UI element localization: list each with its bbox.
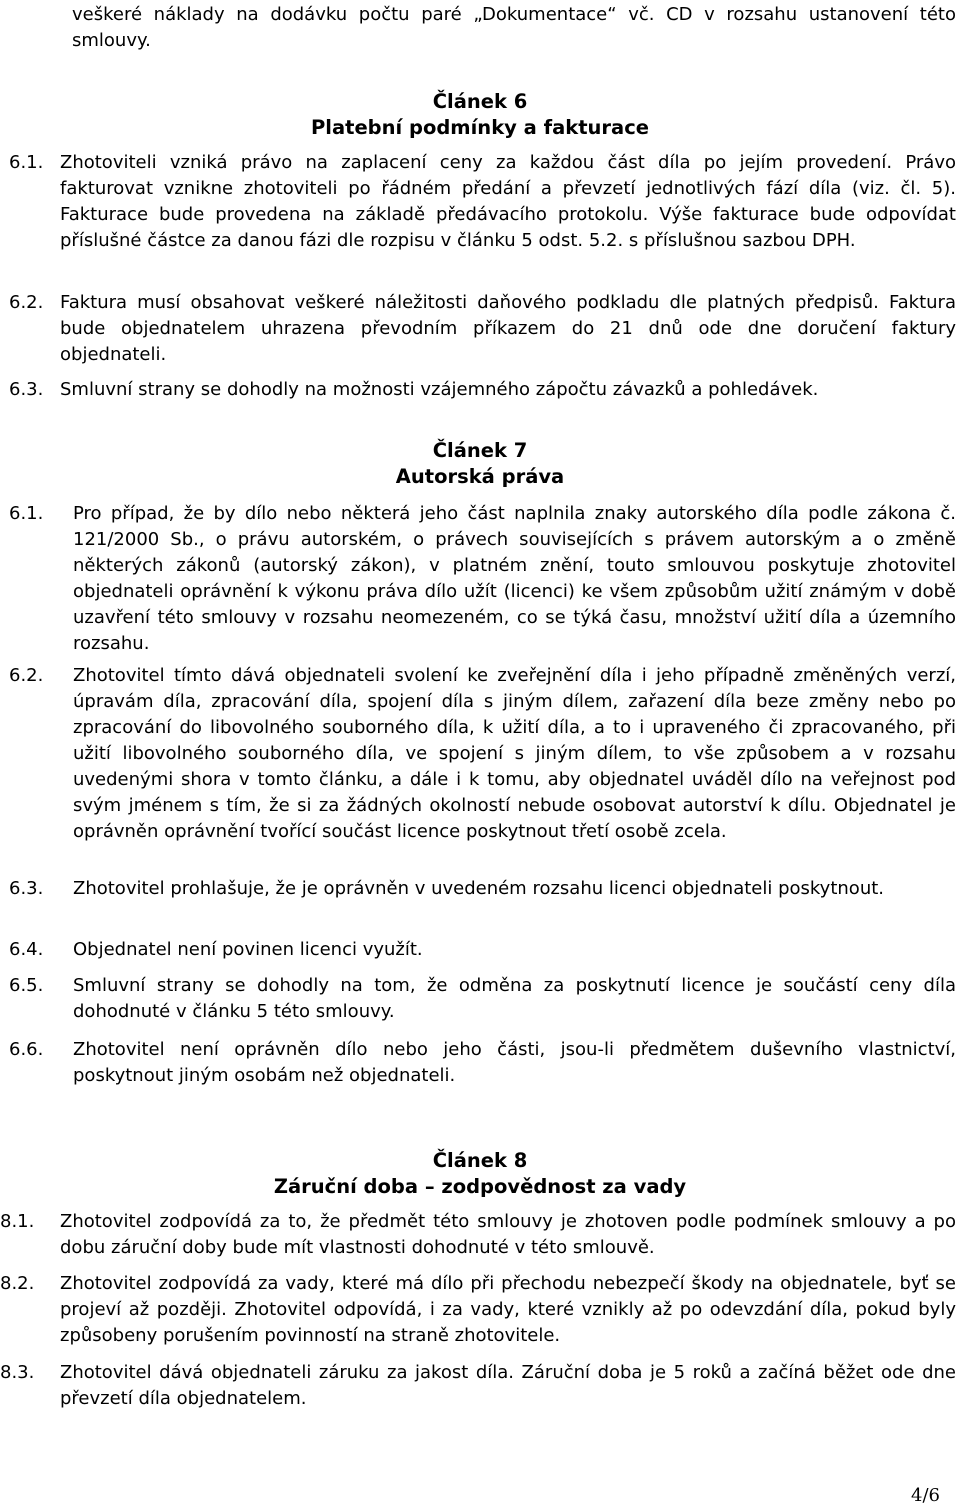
article-7-subtitle: Autorská práva [395,465,565,488]
intro-paragraph: veškeré náklady na dodávku počtu paré „Dokumentace“ vč. CD v rozsahu ustanovení této smlouvy. [72,4,956,51]
clause-number: 6.5. [9,975,44,996]
clause-number: 8.2. [0,1273,35,1294]
clause-number: 6.3. [9,878,44,899]
clause-number: 6.2. [9,292,44,313]
clause-number: 6.2. [9,665,44,686]
article-6-title: Článek 6 [432,90,528,113]
clause-number: 6.4. [9,939,44,960]
clause-text: Pro případ, že by dílo nebo některá jeho část naplnila znaky autorského díla podle zákona č. 121/2000 Sb., o právu autorském, o právech souvisejících s právem autorským a o změně některých zákonů (autorský zákon), v platném znění, touto smlouvou poskytuje zhotovitel objednateli oprávnění k výkonu práva dílo užít (licenci) ke všem způsobům užití známým v době uzavření této smlouvy v rozsahu neomezeném, co se týká času, množství užití díla a územního rozsahu. [73,503,956,654]
clause-text: Zhotovitel tímto dává objednateli svolení ke zveřejnění díla i jeho případně změněných verzí, úpravám díla, zpracování díla, spojení díla s jiným dílem, zařazení díla beze změny nebo po zpracování do libovolného souborného díla, k užití díla, a to i upraveného či zpracovaného, při užití libovolného souborného díla, ve spojení s jiným dílem, to vše způsobem a v rozsahu uvedenými shora v tomto článku, a dále i k tomu, aby objednatel uváděl dílo na veřejnost pod svým jménem s tím, že si za žádných okolností nebude osobovat autorství k dílu. Objednatel je oprávněn oprávnění tvořící součást licence poskytnout třetí osobě zcela. [73,665,956,842]
clause-text: Zhotovitel zodpovídá za vady, které má dílo při přechodu nebezpečí škody na objednatele, byť se projeví až později. Zhotovitel odpovídá, i za vady, které vznikly až po odevzdání díla, pokud byly způsobeny porušením povinností na straně zhotovitele. [60,1273,956,1346]
article-7-title: Článek 7 [432,439,528,462]
clause-number: 6.6. [9,1039,44,1060]
clause-text: Zhotovitel prohlašuje, že je oprávněn v uvedeném rozsahu licenci objednateli poskytnout. [73,878,885,899]
clause-text: Zhotovitel dává objednateli záruku za jakost díla. Záruční doba je 5 roků a začíná běžet ode dne převzetí díla objednatelem. [60,1362,956,1409]
article-8-title: Článek 8 [432,1149,528,1172]
clause-number: 6.1. [9,503,44,524]
clause-text: Zhotoviteli vzniká právo na zaplacení ceny za každou část díla po jejím provedení. Právo fakturovat vznikne zhotoviteli po řádném předání a převzetí jednotlivých fází díla (viz. čl. 5). Fakturace bude provedena na základě předávacího protokolu. Výše fakturace bude odpovídat příslušné částce za danou fázi dle rozpisu v článku 5 odst. 5.2. s příslušnou sazbou DPH. [60,152,956,251]
clause-text: Zhotovitel není oprávněn dílo nebo jeho části, jsou-li předmětem duševního vlastnictví, poskytnout jiným osobám než objednateli. [73,1039,956,1086]
article-6-subtitle: Platební podmínky a fakturace [311,116,649,139]
clause-text: Smluvní strany se dohodly na tom, že odměna za poskytnutí licence je součástí ceny díla dohodnuté v článku 5 této smlouvy. [73,975,956,1022]
clause-number: 6.1. [9,152,44,173]
article-8-subtitle: Záruční doba – zodpovědnost za vady [273,1175,687,1198]
clause-text: Smluvní strany se dohodly na možnosti vzájemného zápočtu závazků a pohledávek. [60,379,819,400]
clause-text: Objednatel není povinen licenci využít. [73,939,423,960]
clause-number: 6.3. [9,379,44,400]
clause-text: Faktura musí obsahovat veškeré náležitosti daňového podkladu dle platných předpisů. Faktura bude objednatelem uhrazena převodním příkazem do 21 dnů ode dne doručení faktury objednateli. [60,292,956,365]
clause-number: 8.3. [0,1362,35,1383]
clause-text: Zhotovitel zodpovídá za to, že předmět této smlouvy je zhotoven podle podmínek smlouvy a po dobu záruční doby bude mít vlastnosti dohodnuté v této smlouvě. [60,1211,956,1258]
clause-number: 8.1. [0,1211,35,1232]
page-number: 4/6 [911,1485,940,1506]
